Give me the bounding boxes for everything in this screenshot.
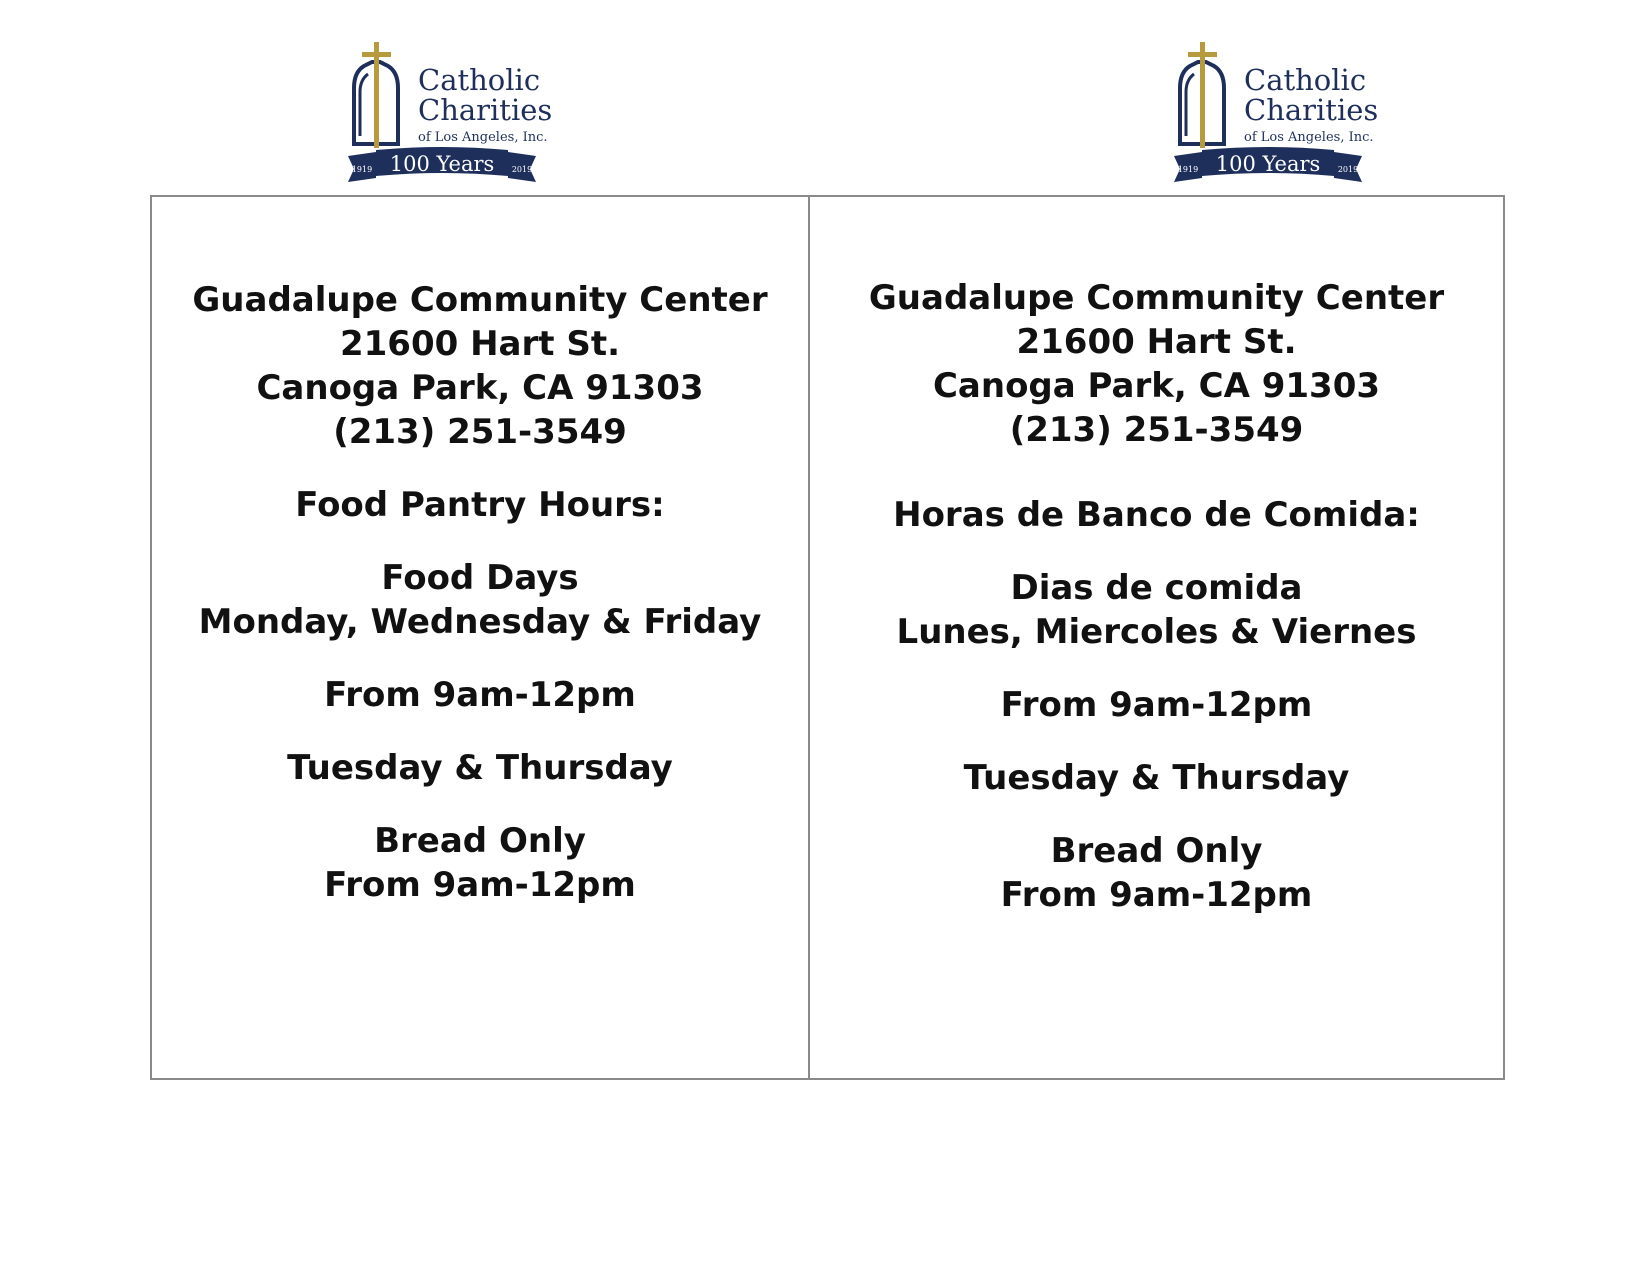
bread-only-block: [810, 829, 1503, 917]
logo-year-start: 1919: [351, 165, 373, 174]
catholic-charities-logo-graphic: [346, 40, 553, 196]
catholic-charities-logo-graphic: [1172, 40, 1379, 196]
city-state-zip: Canoga Park, CA 91303: [932, 366, 1381, 406]
food-time-block: [810, 683, 1503, 727]
logo-banner: 100 Years: [389, 152, 495, 176]
hours-title: [152, 483, 808, 527]
bread-label: Bread Only: [1050, 831, 1263, 871]
logo-line3: of Los Angeles, Inc.: [418, 130, 548, 145]
city-state-zip: Canoga Park, CA 91303: [256, 368, 704, 408]
street-address: 21600 Hart St.: [339, 324, 621, 364]
center-name: Guadalupe Community Center: [192, 280, 768, 320]
food-days-label: Dias de comida: [1010, 568, 1303, 608]
bread-days-block: [810, 756, 1503, 800]
spanish-panel: [810, 197, 1503, 1078]
address-block: [152, 278, 808, 454]
food-days: Lunes, Miercoles & Viernes: [896, 612, 1417, 652]
street-address: 21600 Hart St.: [1016, 322, 1297, 362]
logo-line3: of Los Angeles, Inc.: [1244, 130, 1374, 145]
catholic-charities-logo-left: [346, 40, 553, 196]
hours-title-text: Horas de Banco de Comida:: [893, 495, 1420, 535]
english-panel: [152, 197, 810, 1078]
logo-line1: Catholic: [1244, 63, 1367, 97]
catholic-charities-logo-right: [1172, 40, 1379, 196]
hours-title-text: Food Pantry Hours:: [295, 485, 665, 525]
bread-time: From 9am-12pm: [1000, 875, 1313, 915]
logo-year-start: 1919: [1177, 165, 1199, 174]
food-days-block: [810, 566, 1503, 654]
logo-line2: Charities: [1244, 93, 1379, 127]
hours-title: [810, 493, 1503, 537]
flyer-table: [150, 195, 1505, 1080]
food-time: From 9am-12pm: [324, 675, 636, 715]
food-time-block: [152, 673, 808, 717]
logo-year-end: 2019: [1337, 165, 1359, 174]
logo-banner: 100 Years: [1215, 152, 1321, 176]
food-days: Monday, Wednesday & Friday: [198, 602, 762, 642]
logo-line2: Charities: [418, 93, 553, 127]
phone-number: (213) 251-3549: [1009, 410, 1304, 450]
food-days-block: [152, 556, 808, 644]
center-name: Guadalupe Community Center: [868, 278, 1445, 318]
bread-days: Tuesday & Thursday: [287, 748, 673, 788]
bread-days: Tuesday & Thursday: [963, 758, 1350, 798]
bread-label: Bread Only: [374, 821, 586, 861]
bread-only-block: [152, 819, 808, 907]
address-block: [810, 276, 1503, 452]
logo-line1: Catholic: [418, 63, 541, 97]
phone-number: (213) 251-3549: [333, 412, 627, 452]
bread-time: From 9am-12pm: [324, 865, 636, 905]
food-days-label: Food Days: [381, 558, 579, 598]
food-time: From 9am-12pm: [1000, 685, 1313, 725]
logo-year-end: 2019: [511, 165, 533, 174]
bread-days-block: [152, 746, 808, 790]
